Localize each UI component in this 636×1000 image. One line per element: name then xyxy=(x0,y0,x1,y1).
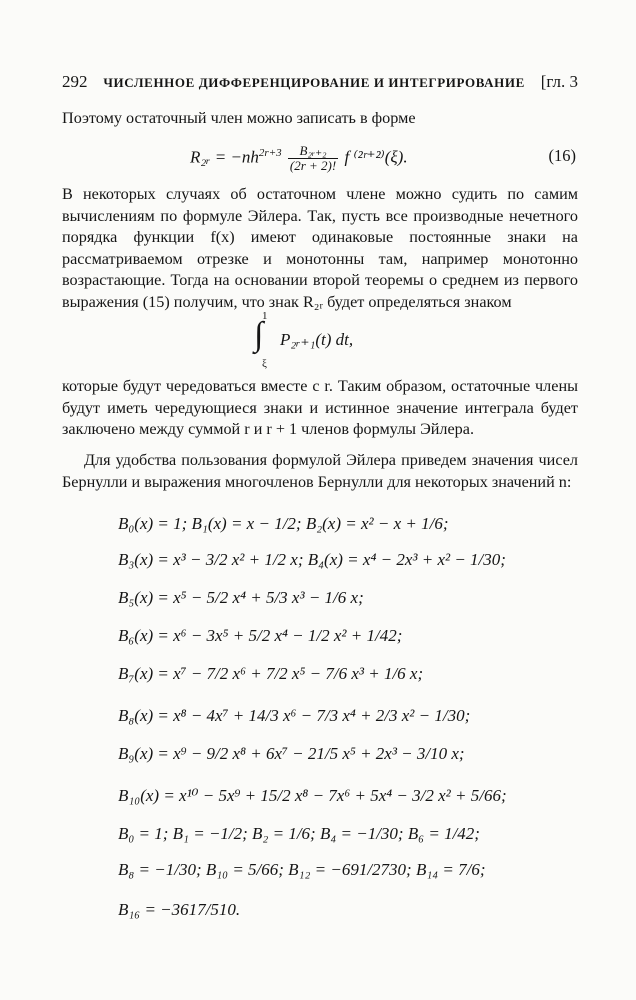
eq16-exponent: 2r+3 xyxy=(258,146,282,159)
page-number: 292 xyxy=(62,72,88,91)
eq16-tail: f ⁽²ʳ⁺²⁾(ξ). xyxy=(344,147,408,167)
running-title: ЧИСЛЕННОЕ ДИФФЕРЕНЦИРОВАНИЕ И ИНТЕГРИРОВАНИЕ xyxy=(103,75,525,90)
formula-line: B₅(x) = x⁵ − 5/2 x⁴ + 5/3 x³ − 1/6 x; xyxy=(118,588,364,607)
integrand: P₂ᵣ₊₁(t) dt, xyxy=(280,330,354,349)
paragraph-alternating: которые будут чередоваться вместе с r. Таким образом, остаточные члены будут иметь чередующиеся знаки и истинное значение интеграла будет заключено между суммой r и r + 1 членов формулы Эйлера. xyxy=(62,377,578,439)
formula-line: B₀(x) = 1; B₁(x) = x − 1/2; B₂(x) = x² − x + 1/6; xyxy=(118,514,449,533)
paragraph-remainder: В некоторых случаях об остаточном члене можно судить по самим вычислениям по формуле Эйлера. Так, пусть все производные нечетного порядка функции f(x) имеют одинаковые постоянные знаки на рассматриваемом отрезке и монотонны там, например монотонно возрастающие. Тогда на основании второй теоремы о среднем из первого выражения (15) получим, что знак R₂ᵣ будет определяться знаком xyxy=(62,185,578,311)
integral-upper-limit: 1 xyxy=(262,310,268,322)
chapter-label: [гл. 3 xyxy=(540,72,578,91)
intro-line: Поэтому остаточный член можно записать в форме xyxy=(62,109,416,127)
formula-line: B₉(x) = x⁹ − 9/2 x⁸ + 6x⁷ − 21/5 x⁵ + 2x³ − 3/10 x; xyxy=(118,744,465,763)
formula-line: B₇(x) = x⁷ − 7/2 x⁶ + 7/2 x⁵ − 7/6 x³ + 1/6 x; xyxy=(118,664,424,683)
formula-line: B₆(x) = x⁶ − 3x⁵ + 5/2 x⁴ − 1/2 x² + 1/42; xyxy=(118,626,403,645)
eq16-fraction xyxy=(288,144,338,173)
bernoulli-numbers-line: B₀ = 1; B₁ = −1/2; B₂ = 1/6; B₄ = −1/30; B₆ = 1/42; xyxy=(118,824,480,843)
eq16-numerator: B₂ᵣ₊₂ xyxy=(299,143,327,158)
paragraph-bernoulli-intro: Для удобства пользования формулой Эйлера приведем значения чисел Бернулли и выражения многочленов Бернулли для некоторых значений n: xyxy=(62,451,578,491)
running-header xyxy=(62,72,578,92)
bernoulli-numbers-line: B₁₆ = −3617/510. xyxy=(118,900,241,919)
integral-sign: ∫ xyxy=(254,316,264,353)
eq16-lhs: R₂ᵣ = −nh xyxy=(190,147,259,167)
formula-line: B₁₀(x) = x¹⁰ − 5x⁹ + 15/2 x⁸ − 7x⁶ + 5x⁴ − 3/2 x² + 5/66; xyxy=(118,786,507,805)
formula-line: B₈(x) = x⁸ − 4x⁷ + 14/3 x⁶ − 7/3 x⁴ + 2/3 x² − 1/30; xyxy=(118,706,471,725)
formula-line: B₃(x) = x³ − 3/2 x² + 1/2 x; B₄(x) = x⁴ − 2x³ + x² − 1/30; xyxy=(118,550,506,569)
bernoulli-numbers-line: B₈ = −1/30; B₁₀ = 5/66; B₁₂ = −691/2730; B₁₄ = 7/6; xyxy=(118,860,486,879)
integral-lower-limit: ξ xyxy=(262,358,267,370)
eq16-denominator: (2r + 2)! xyxy=(289,158,337,173)
equation-number: (16) xyxy=(548,146,576,165)
